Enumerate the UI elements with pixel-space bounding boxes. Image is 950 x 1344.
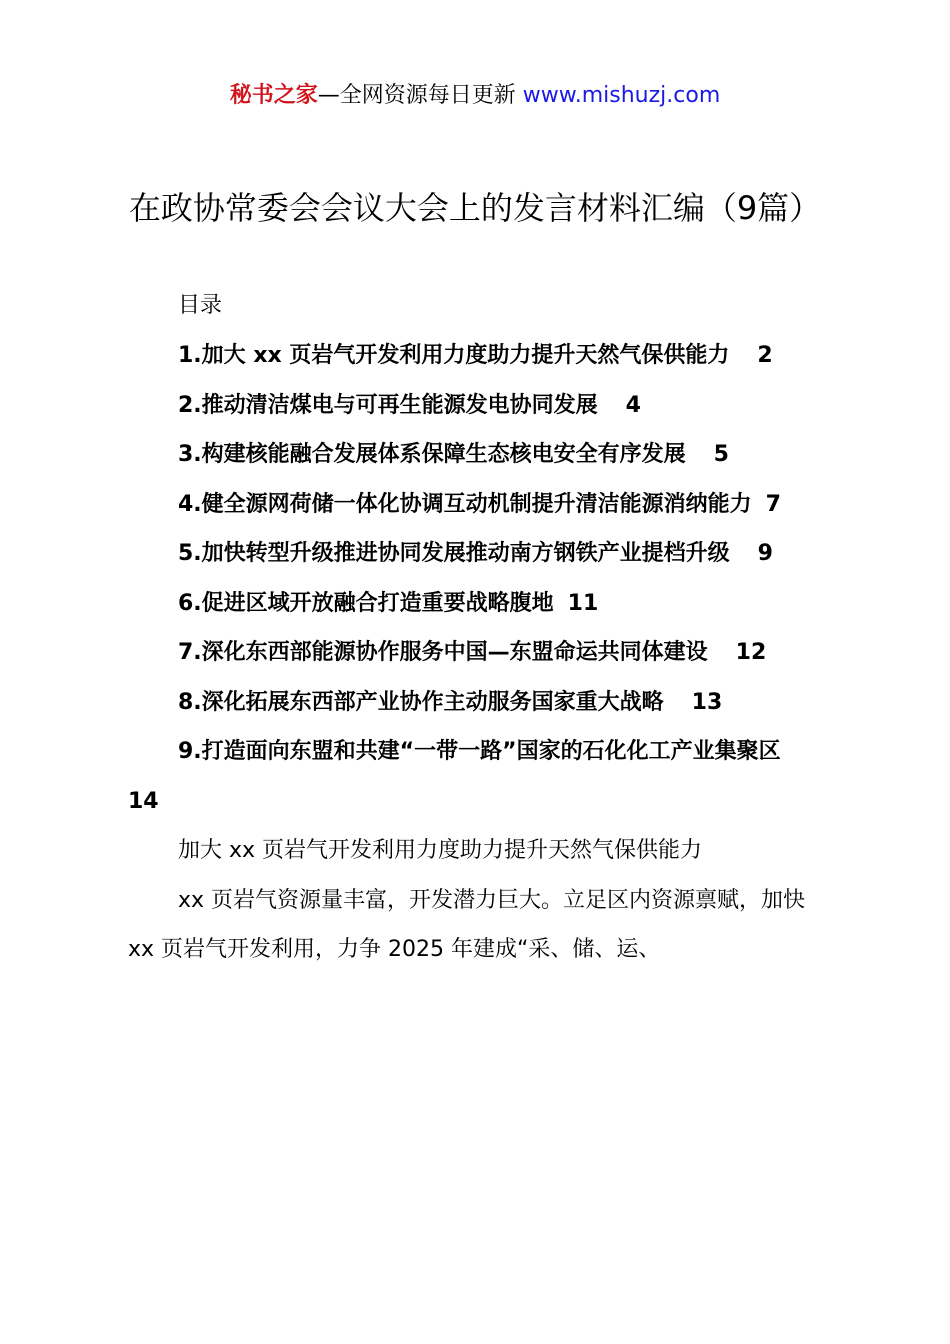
site-url-link[interactable]: www.mishuzj.com bbox=[522, 83, 721, 108]
toc-heading: 目录 bbox=[178, 293, 223, 318]
toc-item-7[interactable] bbox=[128, 628, 836, 678]
toc-item-page: 12 bbox=[735, 640, 767, 665]
toc-item-page: 5 bbox=[713, 442, 729, 467]
brand-name: 秘书之家 bbox=[229, 83, 318, 108]
toc-item-page: 7 bbox=[765, 491, 781, 517]
toc-item-3[interactable] bbox=[128, 430, 836, 480]
toc-item-page: 11 bbox=[567, 590, 599, 616]
toc-item-5[interactable] bbox=[128, 529, 836, 579]
document-body bbox=[128, 281, 836, 975]
toc-item-text: 1.加大 xx 页岩气开发利用力度助力提升天然气保供能力 bbox=[178, 343, 730, 368]
header-tagline: —全网资源每日更新 bbox=[317, 83, 516, 108]
toc-item-page: 14 bbox=[128, 788, 159, 814]
table-of-contents bbox=[128, 331, 836, 826]
site-header bbox=[0, 80, 950, 112]
toc-item-4[interactable] bbox=[128, 480, 836, 530]
toc-item-text: 9.打造面向东盟和共建“一带一路”国家的石化化工产业集聚区 bbox=[178, 739, 781, 764]
toc-item-text: 2.推动清洁煤电与可再生能源发电协同发展 bbox=[178, 392, 598, 418]
toc-item-9[interactable] bbox=[128, 727, 836, 826]
toc-item-page: 13 bbox=[691, 689, 723, 715]
toc-item-page: 2 bbox=[757, 343, 773, 368]
toc-item-text: 8.深化拓展东西部产业协作主动服务国家重大战略 bbox=[178, 689, 664, 715]
toc-item-1[interactable] bbox=[128, 331, 836, 381]
toc-item-text: 4.健全源网荷储一体化协调互动机制提升清洁能源消纳能力 bbox=[178, 491, 752, 517]
toc-item-page: 4 bbox=[625, 392, 641, 418]
toc-item-page: 9 bbox=[757, 541, 773, 566]
toc-item-text: 7.深化东西部能源协作服务中国—东盟命运共同体建设 bbox=[178, 640, 708, 665]
toc-item-6[interactable] bbox=[128, 579, 836, 629]
toc-item-8[interactable] bbox=[128, 678, 836, 728]
toc-item-text: 6.促进区域开放融合打造重要战略腹地 bbox=[178, 590, 554, 616]
section-title: 加大 xx 页岩气开发利用力度助力提升天然气保供能力 bbox=[178, 838, 703, 863]
toc-item-2[interactable] bbox=[128, 381, 836, 431]
toc-item-text: 3.构建核能融合发展体系保障生态核电安全有序发展 bbox=[178, 442, 686, 467]
toc-item-text: 5.加快转型升级推进协同发展推动南方钢铁产业提档升级 bbox=[178, 541, 730, 566]
document-title: 在政协常委会会议大会上的发言材料汇编（9篇） bbox=[128, 189, 822, 227]
body-paragraph: xx 页岩气资源量丰富，开发潜力巨大。立足区内资源禀赋，加快 xx 页岩气开发利用，力争 2025 年建成“采、储、运、 bbox=[128, 887, 806, 962]
